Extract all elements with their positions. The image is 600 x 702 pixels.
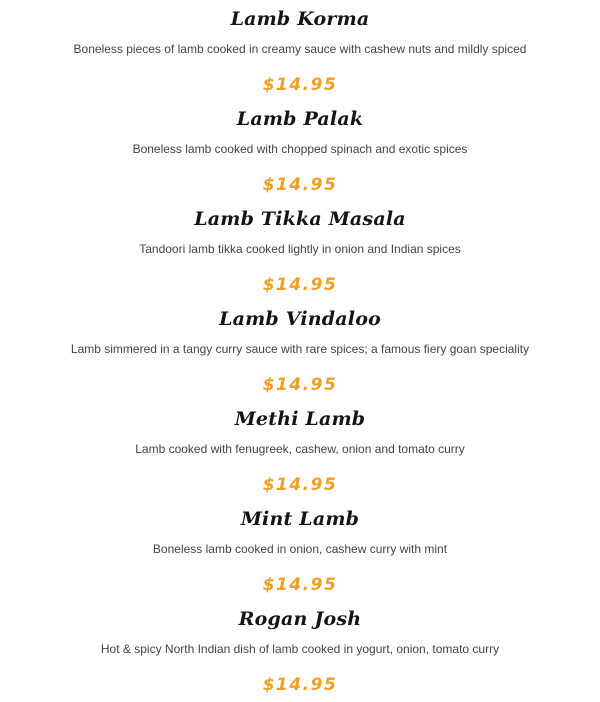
menu-item-lamb-vindaloo <box>0 302 600 402</box>
dish-description: Hot & spicy North Indian dish of lamb cooked in yogurt, onion, tomato curry <box>100 642 500 656</box>
dish-price: $14.95 <box>262 675 338 695</box>
dish-price: $14.95 <box>262 475 338 495</box>
menu-item-lamb-tikka-masala <box>0 202 600 302</box>
dish-name: Lamb Korma <box>230 8 370 30</box>
dish-description: Lamb cooked with fenugreek, cashew, onion and tomato curry <box>135 442 465 456</box>
menu-item-rogan-josh <box>0 602 600 702</box>
dish-name: Rogan Josh <box>238 608 362 630</box>
dish-description: Boneless lamb cooked in onion, cashew curry with mint <box>152 542 448 556</box>
dish-price: $14.95 <box>262 375 338 395</box>
dish-name: Lamb Palak <box>236 108 364 130</box>
dish-description: Tandoori lamb tikka cooked lightly in onion and Indian spices <box>139 242 461 256</box>
dish-description: Lamb simmered in a tangy curry sauce with rare spices; a famous fiery goan speciality <box>70 342 530 356</box>
menu-item-mint-lamb <box>0 502 600 602</box>
menu-item-lamb-palak <box>0 102 600 202</box>
dish-price: $14.95 <box>262 275 338 295</box>
dish-price: $14.95 <box>262 75 338 95</box>
dish-name: Mint Lamb <box>240 508 360 530</box>
menu-item-lamb-korma <box>0 2 600 102</box>
dish-price: $14.95 <box>262 175 338 195</box>
dish-price: $14.95 <box>262 575 338 595</box>
dish-name: Methi Lamb <box>234 408 366 430</box>
menu-item-methi-lamb <box>0 402 600 502</box>
dish-name: Lamb Vindaloo <box>219 308 381 330</box>
dish-description: Boneless pieces of lamb cooked in creamy sauce with cashew nuts and mildly spiced <box>73 42 527 56</box>
dish-name: Lamb Tikka Masala <box>194 208 406 230</box>
dish-description: Boneless lamb cooked with chopped spinach and exotic spices <box>132 142 468 156</box>
